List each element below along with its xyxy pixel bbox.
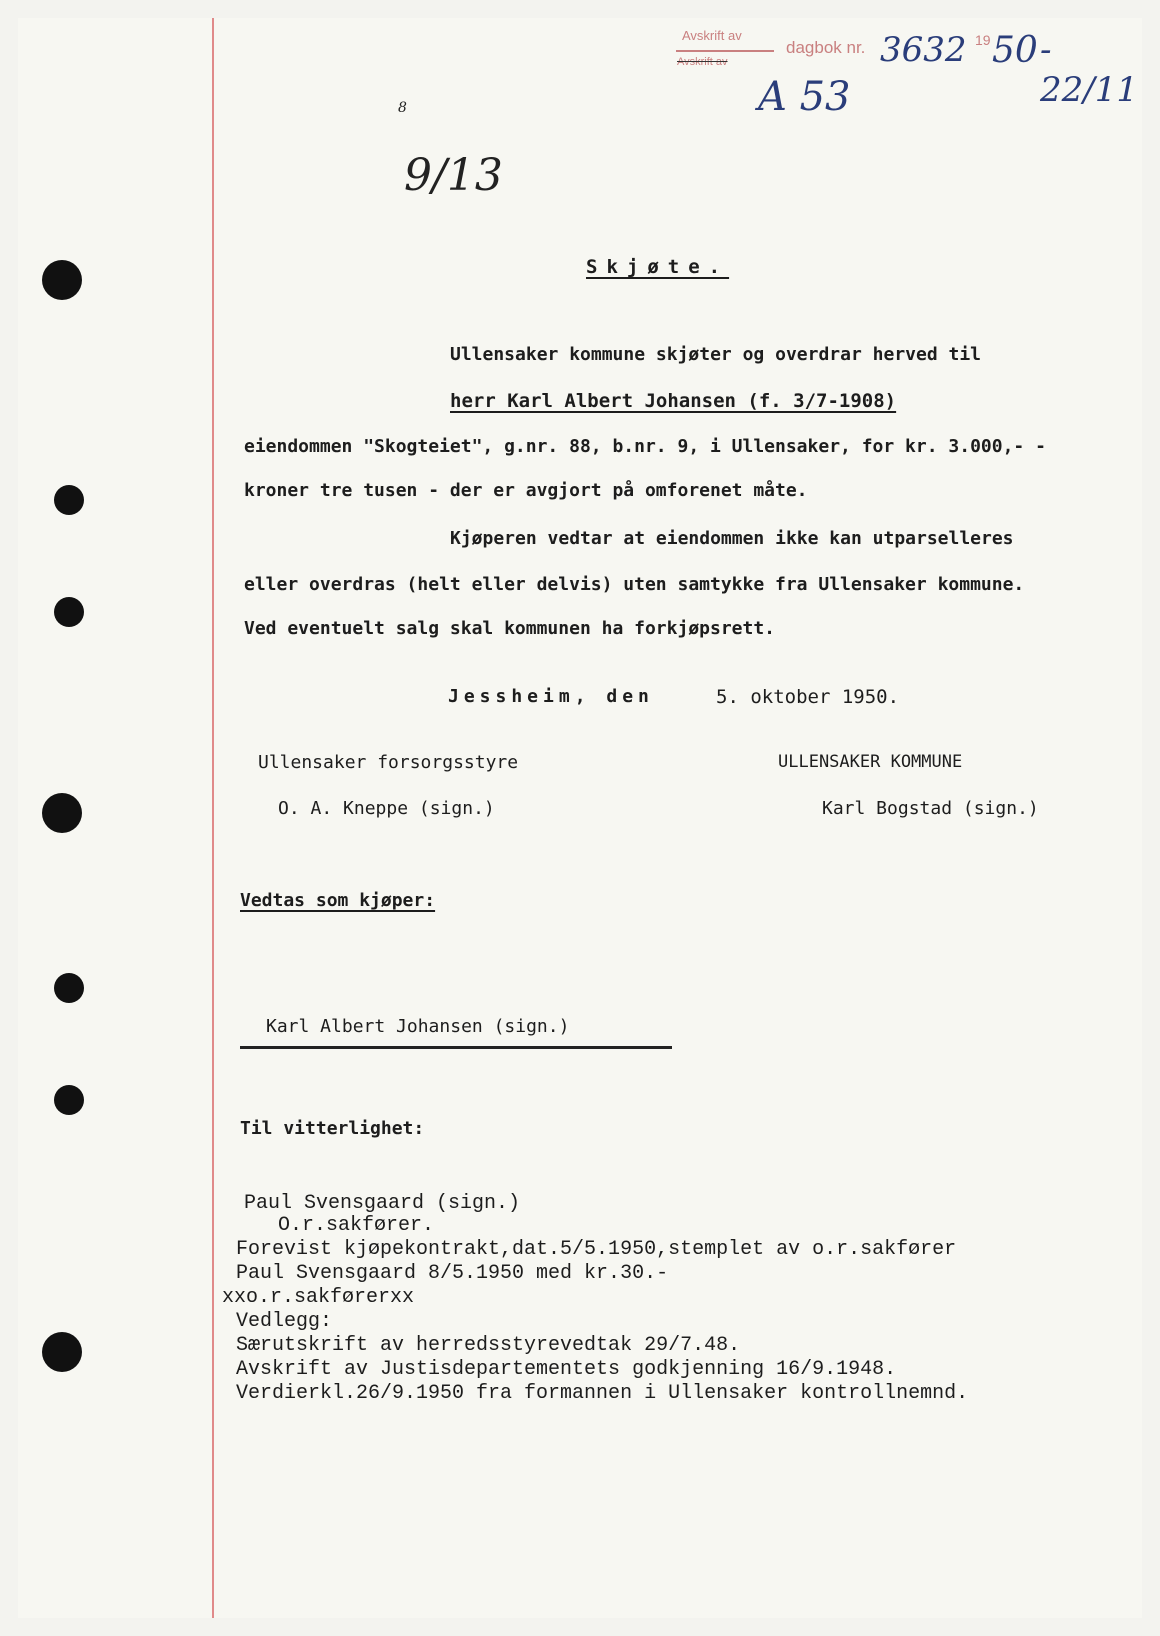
deed-text-line: Ved eventuelt salg skal kommunen ha forkjøpsrett.: [244, 618, 776, 639]
stamp-rule: [676, 50, 774, 52]
stamp-dagbok-number: 3632: [880, 30, 967, 70]
buyer-signature: Karl Albert Johansen (sign.): [266, 1016, 570, 1037]
deed-text-line: eiendommen "Skogteiet", g.nr. 88, b.nr. 9, i Ullensaker, for kr. 3.000,- -: [244, 436, 1046, 457]
signatory-left-name: O. A. Kneppe (sign.): [278, 798, 495, 819]
deed-text-line: Ullensaker kommune skjøter og overdrar herved til: [450, 344, 982, 365]
witness-name: Paul Svensgaard (sign.): [244, 1192, 521, 1215]
signatory-right-org: ULLENSAKER KOMMUNE: [778, 752, 963, 772]
vedlegg-heading: Vedlegg:: [236, 1310, 333, 1333]
vedlegg-item: Avskrift av Justisdepartementets godkjenning 16/9.1948.: [236, 1358, 897, 1381]
punch-hole: [54, 973, 84, 1003]
vedlegg-item: Særutskrift av herredsstyrevedtak 29/7.48.: [236, 1334, 741, 1357]
margin-rule: [212, 18, 214, 1618]
stamp-ref-mark: A 53: [758, 74, 851, 120]
stamp-year-suffix: 50: [992, 30, 1038, 71]
deed-date: 5. oktober 1950.: [716, 686, 900, 708]
stamp-year-prefix: 19: [975, 32, 991, 48]
signature-rule: [240, 1046, 672, 1049]
buyer-heading: Vedtas som kjøper:: [240, 890, 436, 911]
signatory-left-org: Ullensaker forsorgsstyre: [258, 752, 519, 773]
punch-hole: [54, 1085, 84, 1115]
punch-hole: [54, 597, 84, 627]
deed-text-line: Kjøperen vedtar at eiendommen ikke kan utparselleres: [450, 528, 1014, 549]
vedlegg-item: Verdierkl.26/9.1950 fra formannen i Ullensaker kontrollnemnd.: [236, 1382, 969, 1405]
punch-hole: [54, 485, 84, 515]
punch-hole: [42, 793, 82, 833]
place-label: Jessheim, den: [448, 686, 654, 707]
deed-text-line: eller overdras (helt eller delvis) uten samtykke fra Ullensaker kommune.: [244, 574, 1025, 595]
note-line: Forevist kjøpekontrakt,dat.5/5.1950,stemplet av o.r.sakfører: [236, 1238, 957, 1261]
stamp-dagbok-label: dagbok nr.: [786, 38, 866, 57]
stamp-date-hand: - 22/11: [1040, 30, 1138, 110]
pencil-mark: 9/13: [404, 150, 503, 201]
pencil-mark-top: 8: [398, 100, 407, 116]
note-line-struck: xxo.r.sakførerxx: [222, 1286, 415, 1309]
witness-title: O.r.sakfører.: [278, 1214, 435, 1237]
signatory-right-name: Karl Bogstad (sign.): [822, 798, 1039, 819]
stamp-avskrift-label: Avskrift av: [682, 28, 742, 43]
deed-title: Skjøte.: [586, 256, 730, 278]
witness-heading: Til vitterlighet:: [240, 1118, 425, 1139]
buyer-name-line: herr Karl Albert Johansen (f. 3/7-1908): [450, 390, 897, 412]
punch-hole: [42, 260, 82, 300]
stamp-avskrift-strike: Avskrift av: [677, 56, 728, 68]
note-line: Paul Svensgaard 8/5.1950 med kr.30.-: [236, 1262, 669, 1285]
punch-hole: [42, 1332, 82, 1372]
deed-text-line: kroner tre tusen - der er avgjort på omforenet måte.: [244, 480, 808, 501]
